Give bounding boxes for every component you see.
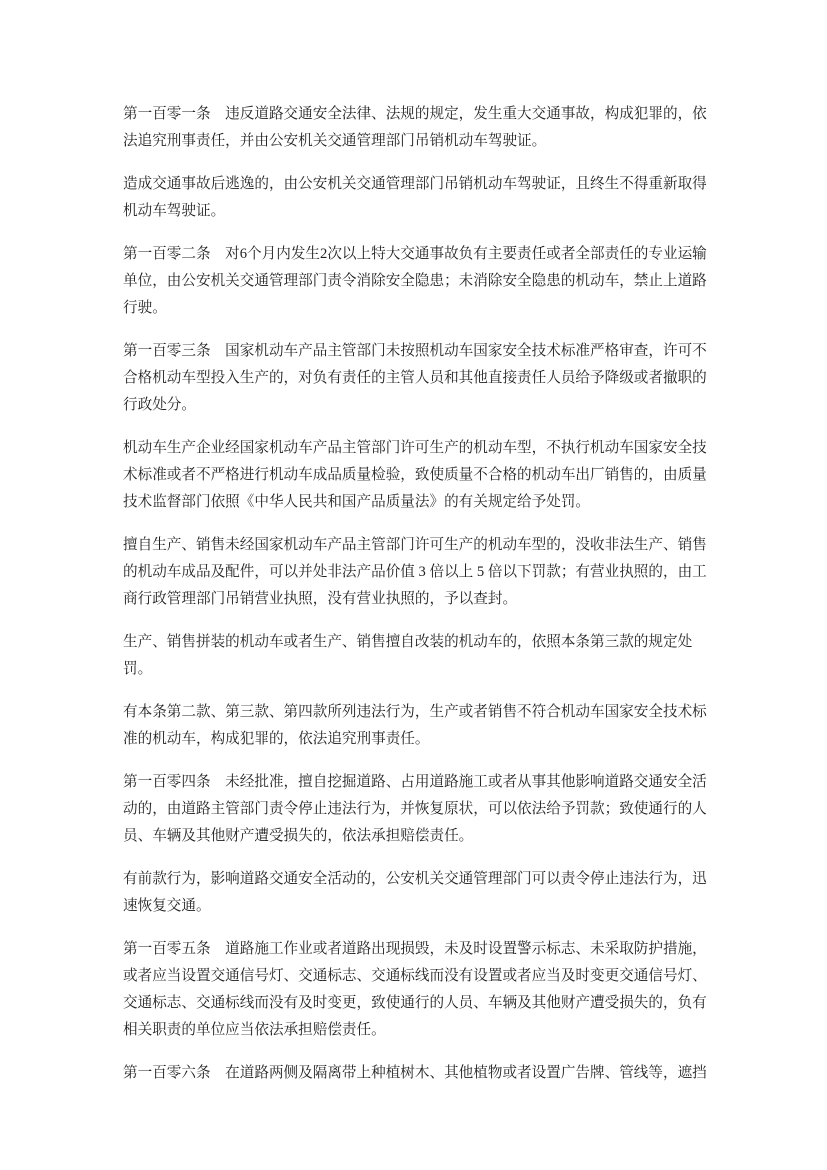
paragraph-article-103-clause-5: 有本条第二款、第三款、第四款所列违法行为，生产或者销售不符合机动车国家安全技术标准的机动车，构成犯罪的，依法追究刑事责任。 [123, 704, 707, 747]
paragraph-article-103: 第一百零三条 国家机动车产品主管部门未按照机动车国家安全技术标准严格审查，许可不合格机动车型投入生产的，对负有责任的主管人员和其他直接责任人员给予降级或者撤职的行政处分。 [123, 343, 707, 413]
paragraph-article-103-clause-4: 生产、销售拼装的机动车或者生产、销售擅自改装的机动车的，依照本条第三款的规定处罚。 [123, 634, 693, 677]
paragraph-article-102: 第一百零二条 对6个月内发生2次以上特大交通事故负有主要责任或者全部责任的专业运输单位，由公安机关交通管理部门责令消除安全隐患；未消除安全隐患的机动车，禁止上道路行驶。 [123, 246, 707, 316]
paragraph-article-106-partial: 第一百零六条 在道路两侧及隔离带上种植树木、其他植物或者设置广告牌、管线等，遮挡 [123, 1065, 707, 1081]
paragraph-article-103-clause-3: 擅自生产、销售未经国家机动车产品主管部门许可生产的机动车型的，没收非法生产、销售的机动车成品及配件，可以并处非法产品价值 3 倍以上 5 倍以下罚款；有营业执照的，由工商行政管理部门吊销营业执照，没有营业执照的，予以查封。 [123, 537, 707, 607]
paragraph-article-101: 第一百零一条 违反道路交通安全法律、法规的规定，发生重大交通事故，构成犯罪的，依法追究刑事责任，并由公安机关交通管理部门吊销机动车驾驶证。 [123, 106, 707, 149]
paragraph-article-104: 第一百零四条 未经批准，擅自挖掘道路、占用道路施工或者从事其他影响道路交通安全活动的，由道路主管部门责令停止违法行为，并恢复原状，可以依法给予罚款；致使通行的人员、车辆及其他财产遭受损失的，依法承担赔偿责任。 [123, 774, 707, 844]
paragraph-article-103-clause-2: 机动车生产企业经国家机动车产品主管部门许可生产的机动车型，不执行机动车国家安全技术标准或者不严格进行机动车成品质量检验，致使质量不合格的机动车出厂销售的，由质量技术监督部门依照《中华人民共和国产品质量法》的有关规定给予处罚。 [123, 440, 707, 510]
paragraph-article-105: 第一百零五条 道路施工作业或者道路出现损毁，未及时设置警示标志、未采取防护措施，或者应当设置交通信号灯、交通标志、交通标线而没有设置或者应当及时变更交通信号灯、交通标志、交通标线而没有及时变更，致使通行的人员、车辆及其他财产遭受损失的，负有相关职责的单位应当依法承担赔偿责任。 [123, 941, 707, 1038]
paragraph-article-104-clause-2: 有前款行为，影响道路交通安全活动的，公安机关交通管理部门可以责令停止违法行为，迅速恢复交通。 [123, 871, 707, 914]
paragraph-article-101-clause-2: 造成交通事故后逃逸的，由公安机关交通管理部门吊销机动车驾驶证，且终生不得重新取得机动车驾驶证。 [123, 176, 707, 219]
